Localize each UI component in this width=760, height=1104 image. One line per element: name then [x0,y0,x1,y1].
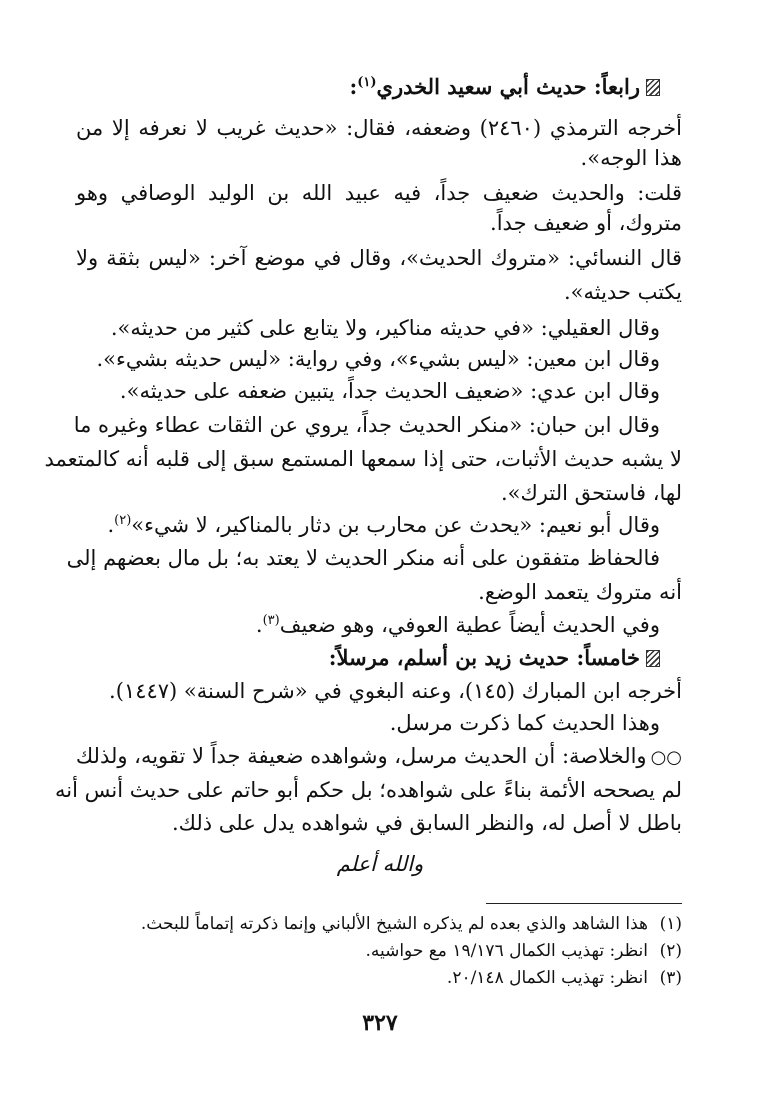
body-line: لا يشبه حديث الأثبات، حتى إذا سمعها المستمع سبق إلى قلبه أنه كالمتعمد [44,447,682,471]
quote-text: وقال أبو نعيم: «يحدث عن محارب بن دثار بالمناكير، لا شيء» [131,513,660,537]
footnote-divider [486,903,682,904]
footnote-number: (٢) [659,941,682,961]
section-heading-khamisan [76,643,660,673]
footnote-number: (١) [659,914,682,934]
double-circle-icon: ○○ [650,747,682,768]
body-line: هذا الوجه». [580,146,682,170]
marker-icon [646,650,660,667]
body-line [76,741,682,773]
closing-phrase: والله أعلم [336,852,424,876]
period: . [107,513,115,537]
body-line: وقال العقيلي: «في حديثه مناكير، ولا يتابع على كثير من حديثه». [110,316,660,340]
body-line: أخرجه الترمذي (٢٤٦٠) وضعفه، فقال: «حديث غريب لا نعرفه إلا من [76,116,682,140]
footnote [76,966,682,990]
body-line: يكتب حديثه». [563,280,682,304]
body-line [76,610,660,640]
body-line: فالحفاظ متفقون على أنه منكر الحديث لا يعتد به؛ بل مال بعضهم إلى [66,546,660,570]
summary-text: والخلاصة: أن الحديث مرسل، وشواهده ضعيفة جداً لا تقويه، ولذلك [75,744,647,768]
body-line: وقال ابن معين: «ليس بشيء»، وفي رواية: «ليس حديثه بشيء». [96,347,660,371]
period: . [255,613,263,637]
body-line: قلت: والحديث ضعيف جداً، فيه عبيد الله بن الوليد الوصافي وهو [76,181,682,205]
footnote-ref: (٣) [262,613,280,628]
footnote [76,939,682,963]
footnote-text: انظر: تهذيب الكمال ١٩/١٧٦ مع حواشيه. [365,941,648,961]
footnote-text: انظر: تهذيب الكمال ٢٠/١٤٨. [446,968,648,988]
section-heading-rabian [76,72,660,102]
body-line: لم يصححه الأئمة بناءً على شواهده؛ بل حكم أبو حاتم على حديث أنس أنه [54,778,682,802]
body-line: وهذا الحديث كما ذكرت مرسل. [389,711,660,735]
footnote-text: هذا الشاهد والذي بعده لم يذكره الشيخ الألباني وإنما ذكرته إتماماً للبحث. [140,914,648,934]
body-line: متروك، أو ضعيف جداً. [490,211,682,235]
body-line: قال النسائي: «متروك الحديث»، وقال في موضع آخر: «ليس بثقة ولا [76,246,682,270]
body-line: باطل لا أصل له، والنظر السابق في شواهده يدل على ذلك. [172,811,682,835]
heading-text: خامساً: حديث زيد بن أسلم، مرسلاً: [328,645,640,670]
sentence-text: وفي الحديث أيضاً عطية العوفي، وهو ضعيف [279,613,660,637]
heading-colon: : [349,74,358,99]
footnote [76,912,682,936]
page-number: ٣٢٧ [362,1010,398,1036]
body-line: لها، فاستحق الترك». [500,481,682,505]
body-line: أنه متروك يتعمد الوضع. [478,580,682,604]
heading-text: رابعاً: حديث أبي سعيد الخدري [376,74,640,99]
body-line [76,510,660,540]
body-line: وقال ابن حبان: «منكر الحديث جداً، يروي عن الثقات عطاء وغيره ما [73,413,660,437]
body-line: أخرجه ابن المبارك (١٤٥)، وعنه البغوي في «شرح السنة» (١٤٤٧). [109,679,682,703]
footnote-ref: (٢) [114,513,132,528]
body-line: وقال ابن عدي: «ضعيف الحديث جداً، يتبين ضعفه على حديثه». [119,379,660,403]
footnote-number: (٣) [659,968,682,988]
marker-icon [646,79,660,96]
footnote-ref: (١) [357,75,377,90]
